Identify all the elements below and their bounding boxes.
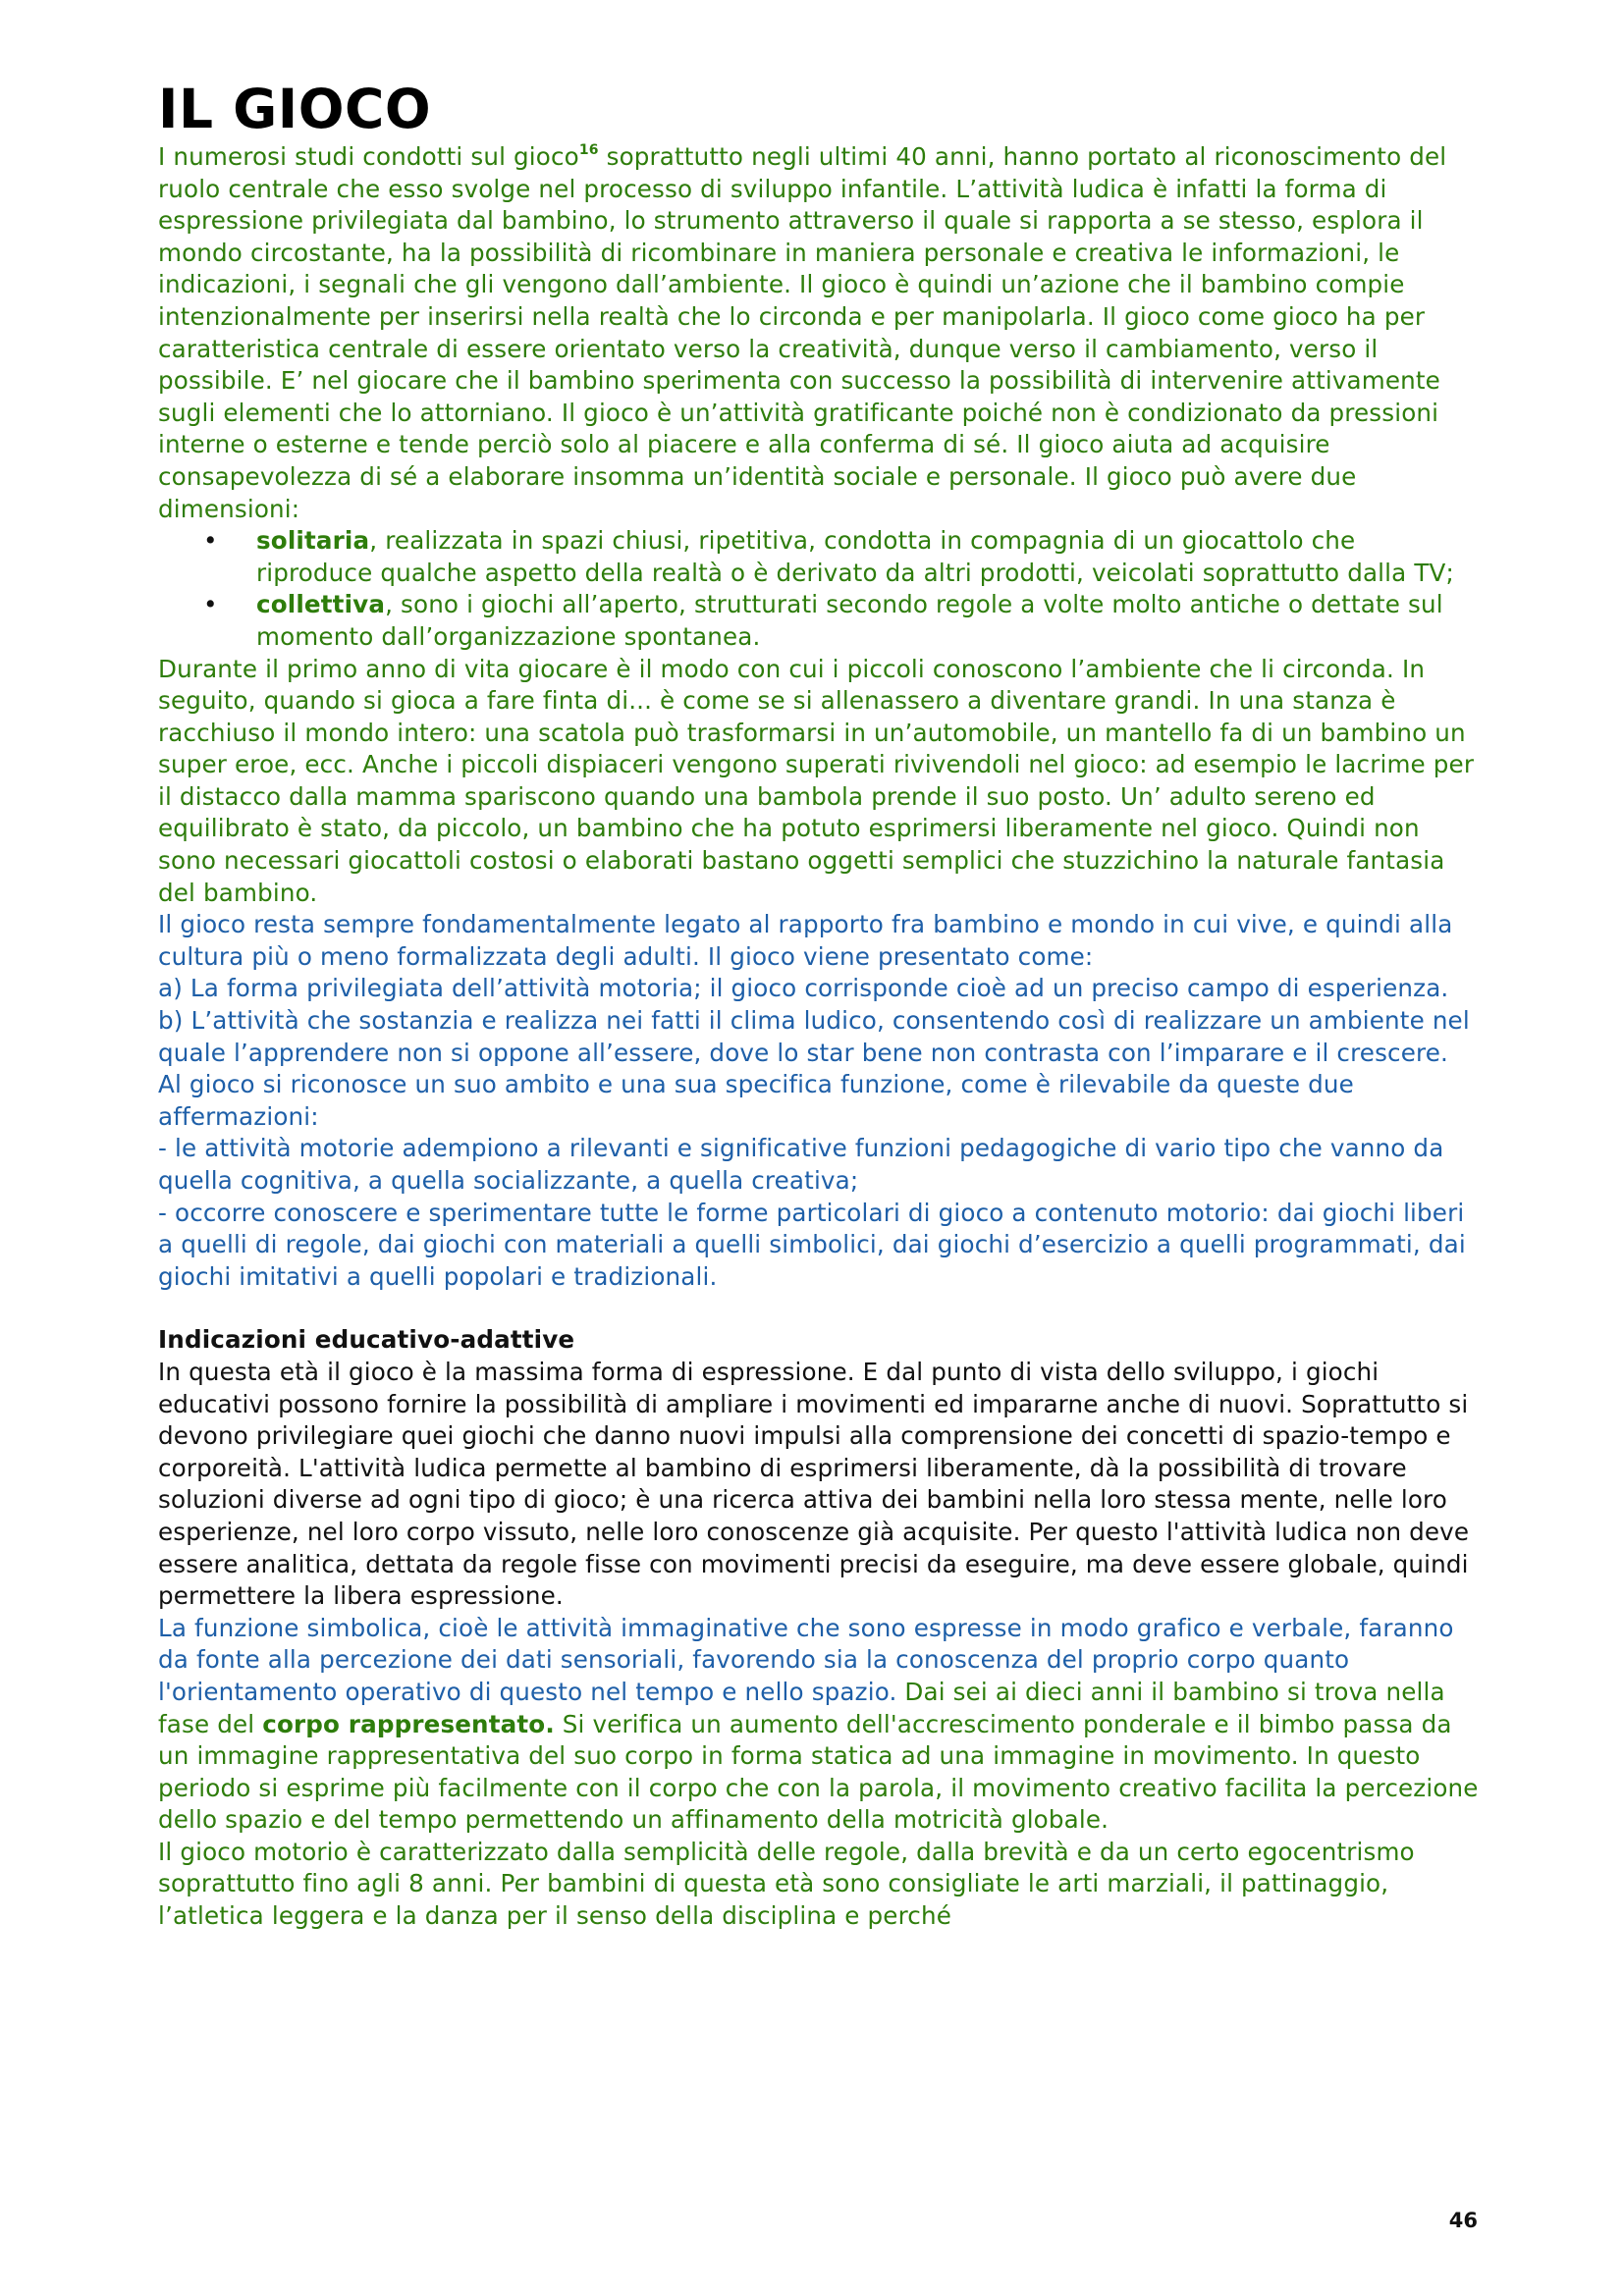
educational-paragraph: In questa età il gioco è la massima forma di espressione. E dal punto di vista dello sviluppo, i giochi educativi possono fornire la possibilità di ampliare i movimenti ed impararne anche di nuovi. Soprattutto si devono privilegiare quei giochi che danno nuovi impulsi alla comprensione dei concetti di spazio-tempo e corporeità. L'attività ludica permette al bambino di esprimersi liberamente, dà la possibilità di trovare soluzioni diverse ad ogni tipo di gioco; è una ricerca attiva dei bambini nella loro stessa mente, nelle loro esperienze, nel loro corpo vissuto, nelle loro conoscenze già acquisite. Per questo l'attività ludica non deve essere analitica, dettata da regole fisse con movimenti precisi da eseguire, ma deve essere globale, quindi permettere la libera espressione. xyxy=(158,1357,1470,1611)
blue-paragraph-line: - occorre conoscere e sperimentare tutte le forme particolari di gioco a contenuto motorio: dai giochi liberi a quelli di regole, dai giochi con materiali a quelli simbolici, dai giochi d’esercizio a quelli programmati, dai giochi imitativi a quelli popolari e tradizionali. xyxy=(158,1198,1466,1291)
blue-paragraph-line: b) L’attività che sostanzia e realizza nei fatti il clima ludico, consentendo così di realizzare un ambiente nel quale l’apprendere non si oppone all’essere, dove lo star bene non contrasta con l’imparare e il crescere. xyxy=(158,1006,1470,1067)
intro-paragraph xyxy=(158,141,1479,525)
list-item xyxy=(158,525,1479,589)
blue-paragraph-line: Il gioco resta sempre fondamentalmente legato al rapporto fra bambino e mondo in cui vive, e quindi alla cultura più o meno formalizzata degli adulti. Il gioco viene presentato come: xyxy=(158,910,1453,971)
section-subheading: Indicazioni educativo-adattive xyxy=(158,1325,575,1355)
document-page xyxy=(158,79,1479,1933)
list-item-term: solitaria xyxy=(256,526,370,556)
list-item-text: , sono i giochi all’aperto, strutturati secondo regole a volte molto antiche o dettate sul momento dall’organizzazione spontanea. xyxy=(256,590,1443,651)
motor-play-paragraph: Il gioco motorio è caratterizzato dalla semplicità delle regole, dalla brevità e da un certo egocentrismo soprattutto fino agli 8 anni. Per bambini di questa età sono consigliate le arti marziali, il pattinaggio, l’atletica leggera e la danza per il senso della disciplina e perché xyxy=(158,1837,1415,1931)
early-years-paragraph: Durante il primo anno di vita giocare è il modo con cui i piccoli conoscono l’ambiente che li circonda. In seguito, quando si gioca a fare finta di... è come se si allenassero a diventare grandi. In una stanza è racchiuso il mondo intero: una scatola può trasformarsi in un’automobile, un mantello fa di un bambino un super eroe, ecc. Anche i piccoli dispiaceri vengono superati rivivendoli nel gioco: ad esempio le lacrime per il distacco dalla mamma spariscono quando una bambola prende il suo posto. Un’ adulto sereno ed equilibrato è stato, da piccolo, un bambino che ha potuto esprimersi liberamente nel gioco. Quindi non sono necessari giocattoli costosi o elaborati bastano oggetti semplici che stuzzichino la naturale fantasia del bambino. xyxy=(158,654,1475,907)
page-number: 46 xyxy=(1448,2209,1478,2232)
blue-paragraph-line: - le attività motorie adempiono a rilevanti e significative funzioni pedagogiche di vario tipo che vanno da quella cognitiva, a quella socializzante, a quella creativa; xyxy=(158,1134,1444,1195)
development-text: Si verifica un aumento dell'accrescimento ponderale e il bimbo passa da un immagine rappresentativa del suo corpo in forma statica ad una immagine in movimento. In questo periodo si esprime più facilmente con il corpo che con la parola, il movimento creativo facilita la percezione dello spazio e del tempo permettendo un affinamento della motricità globale. xyxy=(158,1709,1479,1835)
list-item-term: collettiva xyxy=(256,590,386,619)
list-item xyxy=(158,589,1479,653)
blue-paragraph-line: Al gioco si riconosce un suo ambito e una sua specifica funzione, come è rilevabile da queste due affermazioni: xyxy=(158,1070,1354,1131)
age-text: Dai sei ai dieci anni il bambino si trova nella fase del xyxy=(158,1677,1445,1738)
page-title: IL GIOCO xyxy=(158,78,432,140)
intro-text-rest: soprattutto negli ultimi 40 anni, hanno portato al riconoscimento del ruolo centrale che esso svolge nel processo di sviluppo infantile. L’attività ludica è infatti la forma di espressione privilegiata dal bambino, lo strumento attraverso il quale si rapporta a se stesso, esplora il mondo circostante, ha la possibilità di ricombinare in maniera personale e creativa le informazioni, le indicazioni, i segnali che gli vengono dall’ambiente. Il gioco è quindi un’azione che il bambino compie intenzionalmente per inserirsi nella realtà che lo circonda e per manipolarla. Il gioco come gioco ha per caratteristica centrale di essere orientato verso la creatività, dunque verso il cambiamento, verso il possibile. E’ nel giocare che il bambino sperimenta con successo la possibilità di intervenire attivamente sugli elementi che lo attorniano. Il gioco è un’attività gratificante poiché non è condizionato da pressioni interne o esterne e tende perciò solo al piacere e alla conferma di sé. Il gioco aiuta ad acquisire consapevolezza di sé a elaborare insomma un’identità sociale e personale. Il gioco può avere due dimensioni: xyxy=(158,142,1447,523)
intro-text-start: I numerosi studi condotti sul gioco xyxy=(158,142,579,171)
dimensions-list xyxy=(158,525,1479,653)
bullet-icon: • xyxy=(203,526,218,556)
footnote-marker[interactable]: 16 xyxy=(578,142,599,158)
symbolic-function-paragraph xyxy=(158,1613,1479,1837)
blue-paragraph-line: a) La forma privilegiata dell’attività motoria; il gioco corrisponde cioè ad un preciso campo di esperienza. xyxy=(158,974,1449,1003)
section-spacer xyxy=(158,1293,1479,1324)
bullet-icon: • xyxy=(203,590,218,619)
list-item-text: , realizzata in spazi chiusi, ripetitiva, condotta in compagnia di un giocattolo che riproduce qualche aspetto della realtà o è derivato da altri prodotti, veicolati soprattutto dalla TV; xyxy=(256,526,1454,587)
symbolic-text: La funzione simbolica, cioè le attività immaginative che sono espresse in modo grafico e verbale, faranno da fonte alla percezione dei dati sensoriali, favorendo sia la conoscenza del proprio corpo quanto l'orientamento operativo di questo nel tempo e nello spazio. xyxy=(158,1613,1454,1706)
key-term: corpo rappresentato. xyxy=(262,1709,555,1738)
